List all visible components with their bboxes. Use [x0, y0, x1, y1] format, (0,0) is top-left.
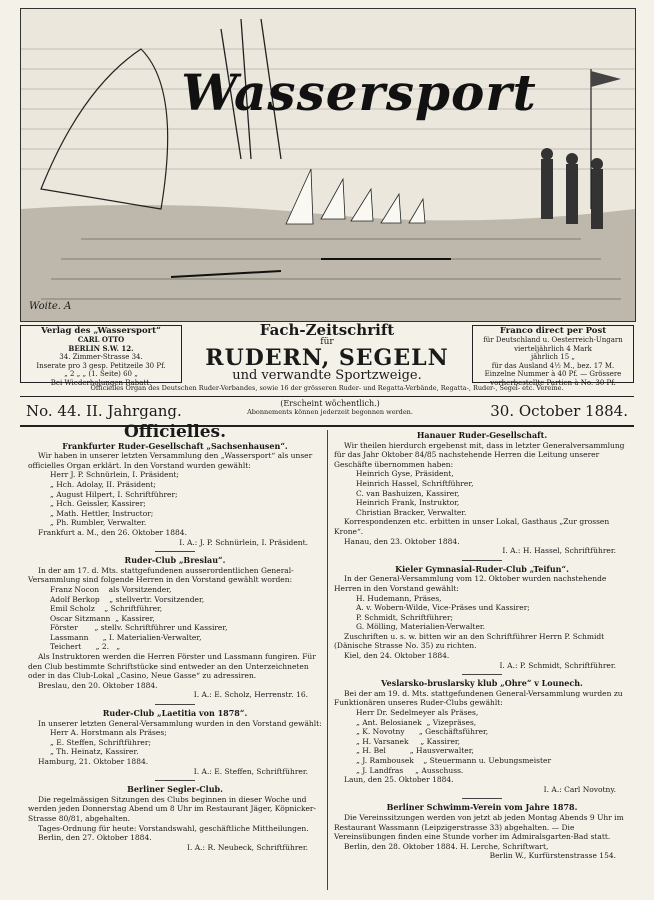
notice-list-line: „ Math. Hettler, Instructor;	[50, 508, 154, 518]
publisher-box	[20, 325, 182, 387]
notice-list-line: C. van Bashuizen, Kassirer,	[356, 488, 460, 498]
notice-title: Ruder-Club „Breslau“.	[124, 555, 226, 566]
notice-list-line: Herr J. P. Schnürlein, I. Präsident;	[50, 470, 179, 480]
notice-title: Frankfurter Ruder-Gesellschaft „Sachsenhausen“.	[62, 440, 288, 451]
notice-paragraph: Zuschriften u. s. w. bitten wir an den Schriftführer Herrn P. Schmidt (Dänische Strasse No. 35) zu richten.	[334, 631, 605, 651]
notice-paragraph: Hanau, den 23. Oktober 1884.	[344, 536, 460, 546]
notice-list-line: Heinrich Gyse, Präsident,	[356, 469, 454, 479]
notice-paragraph: In der am 17. d. Mts. stattgefundenen ausserordentlichen General-Versammlung sind folgende Herren in den Vorstand gewählt worden:	[28, 565, 294, 585]
notice-list-line: „ August Hilpert, I. Schriftführer;	[50, 489, 178, 499]
notice-list-line: Herr A. Horstmann als Präses;	[50, 728, 167, 738]
notice-list-line: H. Hudemann, Präses,	[356, 593, 442, 603]
notice-list-line: A. v. Wobern-Wilde, Vice-Präses und Kassirer;	[356, 603, 530, 613]
notice-paragraph: Frankfurt a. M., den 26. Oktober 1884.	[38, 527, 187, 537]
notice-title: Ruder-Club „Laetitia von 1878“.	[102, 708, 248, 719]
notice-block	[28, 709, 322, 776]
right-column	[334, 428, 630, 861]
publisher-line-7: Bei Wiederholungen Rabatt.	[50, 378, 152, 387]
publisher-line-4: 34. Zimmer-Strasse 34.	[59, 353, 143, 361]
subtitle-line-1: Fach-Zeitschrift	[259, 321, 395, 339]
subtitle-line-2: für	[320, 337, 334, 347]
notice-block	[334, 565, 630, 671]
subtitle-line-4: und verwandte Sportzweige.	[232, 368, 422, 383]
notice-paragraph: Wir theilen hierdurch ergebenst mit, dass in letzter Generalversammlung für das Jahr Oktober 84/85 nachstehende Herren die Leitung unserer Geschäfte übernommen haben:	[334, 440, 625, 469]
notice-list-line: „ E. Steffen, Schriftführer;	[50, 737, 151, 747]
notice-paragraph: Korrespondenzen etc. erbitten in unser Lokal, Gasthaus „Zur grossen Krone“.	[334, 517, 610, 536]
notice-list-line: „ Ph. Rumbler, Verwalter.	[50, 518, 147, 528]
notice-signature: I. A.: P. Schmidt, Schriftführer.	[499, 660, 616, 670]
publisher-line-2: CARL OTTO	[77, 335, 125, 344]
notice-list-line: Förster „ stellv. Schriftführer und Kassirer,	[50, 623, 228, 633]
notice-list-line: Franz Nocon als Vorsitzender,	[50, 584, 172, 594]
notice-paragraph: Tages-Ordnung für heute: Vorstandswahl, geschäftliche Mittheilungen.	[38, 823, 309, 833]
notice-list-line: „ J. Rambousek „ Steuermann u. Uebungsmeister	[356, 756, 552, 765]
notice-paragraph: Bei der am 19. d. Mts. stattgefundenen General-Versammlung wurden zu Funktionären unseres Ruder-Clubs gewählt:	[334, 688, 623, 708]
publisher-line-5: Inserate pro 3 gesp. Petitzeile 30 Pf.	[36, 361, 166, 370]
notice-list-line: „ Ant. Belosianek „ Vizepräses,	[356, 717, 477, 727]
issue-frequency-line-2: Abonnements können jederzeit begonnen werden.	[247, 408, 413, 416]
notice-list-line: Heinrich Frank, Instruktor,	[356, 498, 460, 508]
notice-block	[28, 785, 322, 852]
notice-paragraph: Kiel, den 24. Oktober 1884.	[344, 651, 450, 661]
notice-list-line: Teichert „ 2. „	[50, 642, 121, 652]
masthead-title: Wassersport	[181, 63, 537, 122]
issue-line	[20, 396, 634, 427]
issue-frequency-line-1: (Erscheint wöchentlich.)	[280, 399, 380, 408]
notice-block	[334, 803, 630, 861]
subscription-line-7: vorherbestellte Partien à No. 30 Pf.	[490, 378, 616, 387]
notice-list-line: „ J. Landfras „ Ausschuss.	[356, 765, 464, 775]
notice-list-line: Adolf Berkop „ stellvertr. Vorsitzender,	[50, 594, 205, 604]
info-bar	[20, 321, 634, 387]
notice-paragraph: Die Vereinssitzungen werden von jetzt ab jeden Montag Abends 9 Uhr im Restaurant Wassmann (Leipzigerstrasse 33) abgehalten. — Die Vereinsübungen finden eine Stunde vorher im Admiralsgarten-Bad statt.	[334, 812, 624, 842]
subscription-line-2: für Deutschland u. Oesterreich-Ungarn	[483, 336, 623, 344]
notice-list-line: Heinrich Hassel, Schriftführer,	[356, 478, 474, 488]
notice-signature: I. A.: E. Steffen, Schriftführer.	[193, 766, 308, 776]
issue-number: No. 44. II. Jahrgang.	[26, 402, 182, 420]
notice-paragraph: Als Instruktoren werden die Herren Förster und Lassmann fungiren. Für den Club bestimmte Schriftstücke sind entweder an den Unterzeichneten oder in das Club-Lokal „Casino, Neue Gasse“ zu adressiren.	[28, 652, 316, 681]
notice-list-line: Oscar Sitzmann „ Kassirer,	[50, 613, 155, 623]
notice-paragraph: Berlin, den 27. Oktober 1884.	[38, 833, 152, 843]
notice-list-line: „ Hch. Geissler, Kassirer;	[50, 499, 146, 509]
subtitle-line-3: RUDERN, SEGELN	[205, 345, 449, 371]
column-divider	[327, 430, 328, 890]
notice-title: Veslarsko-bruslarsky klub „Ohre“ v Lounech.	[381, 678, 583, 689]
publisher-line-6: „ 2 „ „ (1. Seite) 60 „	[64, 370, 138, 378]
subscription-line-3: vierteljährlich 4 Mark	[514, 344, 592, 353]
notice-paragraph: Laun, den 25. Oktober 1884.	[344, 775, 454, 785]
notice-signature: I. A.: E. Scholz, Herrenstr. 16.	[193, 690, 308, 700]
section-rule	[462, 560, 502, 561]
notice-signature: Berlin W., Kurfürstenstrasse 154.	[489, 851, 616, 861]
notice-signature: I. A.: R. Neubeck, Schriftführer.	[187, 842, 308, 852]
notice-signature: I. A.: H. Hassel, Schriftführer.	[502, 546, 616, 556]
masthead-engraving	[21, 9, 635, 321]
section-rule	[155, 780, 195, 781]
notice-list-line: Christian Bracker, Verwalter.	[356, 507, 467, 517]
notice-block	[334, 679, 630, 794]
artist-signature: Woite. A	[29, 301, 72, 312]
notice-paragraph: Wir haben in unserer letzten Versammlung den „Wassersport“ als unser officielles Organ erklärt. In den Vorstand wurden gewählt:	[28, 451, 313, 470]
notice-paragraph: Breslau, den 20. Oktober 1884.	[38, 680, 158, 690]
notice-list-line: „ H. Bel „ Hausverwalter,	[356, 746, 474, 756]
notice-list-line: Emil Scholz „ Schriftführer,	[50, 604, 163, 614]
notice-paragraph: In der General-Versammlung vom 12. Oktober wurden nachstehende Herren in den Vorstand gewählt:	[334, 574, 607, 593]
subscription-line-6: Einzelne Nummer à 40 Pf. — Grössere	[484, 370, 622, 378]
subscription-box	[472, 325, 634, 387]
notice-paragraph: Die regelmässigen Sitzungen des Clubs beginnen in dieser Woche und werden jeden Donnerstag Abend um 8 Uhr im Restaurant Jäger, Köpnicker-Strasse 80/81, abgehalten.	[28, 794, 317, 823]
section-rule	[462, 798, 502, 799]
notice-title: Hanauer Ruder-Gesellschaft.	[416, 430, 548, 440]
notice-signature: I. A.: J. P. Schnürlein, I. Präsident.	[179, 537, 308, 547]
notice-title: Kieler Gymnasial-Ruder-Club „Teifun“.	[395, 563, 569, 574]
subscription-line-1: Franco direct per Post	[499, 326, 607, 336]
notice-list-line: Herr Dr. Sedelmeyer als Präses,	[356, 708, 479, 718]
notice-block	[334, 431, 630, 556]
publication-subtitle	[190, 322, 464, 383]
issue-date: 30. October 1884.	[490, 402, 628, 420]
notice-list-line: „ K. Novotny „ Geschäftsführer,	[356, 727, 489, 737]
section-heading: Officielles.	[123, 422, 227, 442]
publisher-line-3: BERLIN S.W. 12.	[68, 343, 134, 353]
notice-block	[28, 556, 322, 700]
notice-list-line: Lassmann „ I. Materialien-Verwalter,	[50, 632, 202, 642]
notice-title: Berliner Segler-Club.	[127, 784, 223, 795]
official-organ-line: Officielles Organ des Deutschen Ruder-Verbandes, sowie 16 der grösseren Ruder- und Regatta-Verbände, Regatta-, Ruder-, Segel- etc. Vereine.	[90, 384, 564, 392]
notice-list-line: P. Schmidt, Schriftführer;	[356, 612, 454, 622]
left-column	[28, 422, 322, 852]
masthead-illustration	[20, 8, 636, 322]
section-rule	[462, 674, 502, 675]
notice-signature: I. A.: Carl Novotny.	[543, 784, 616, 794]
notice-list-line: „ H. Varsanek „ Kassirer,	[356, 736, 461, 746]
section-rule	[155, 704, 195, 705]
subscription-line-4: jährlich 15 „	[530, 353, 576, 361]
notice-paragraph: Hamburg, 21. Oktober 1884.	[38, 757, 149, 766]
publisher-line-1: Verlag des „Wassersport“	[41, 326, 161, 336]
issue-frequency	[220, 399, 440, 417]
notice-list-line: „ Th. Heinatz, Kassirer.	[50, 747, 139, 757]
notice-list-line: G. Mölling, Materialien-Verwalter.	[356, 622, 486, 632]
section-rule	[155, 551, 195, 552]
subscription-line-5: für das Ausland 4½ M., bez. 17 M.	[491, 361, 615, 370]
notice-list-line: „ Hch. Adolay, II. Präsident;	[50, 479, 156, 489]
notice-paragraph: In unserer letzten General-Versammlung wurden in den Vorstand gewählt:	[38, 718, 322, 728]
notice-paragraph: Berlin, den 28. Oktober 1884. H. Lerche, Schriftwart,	[344, 841, 549, 851]
notice-block	[28, 442, 322, 548]
notice-title: Berliner Schwimm-Verein vom Jahre 1878.	[386, 802, 578, 813]
